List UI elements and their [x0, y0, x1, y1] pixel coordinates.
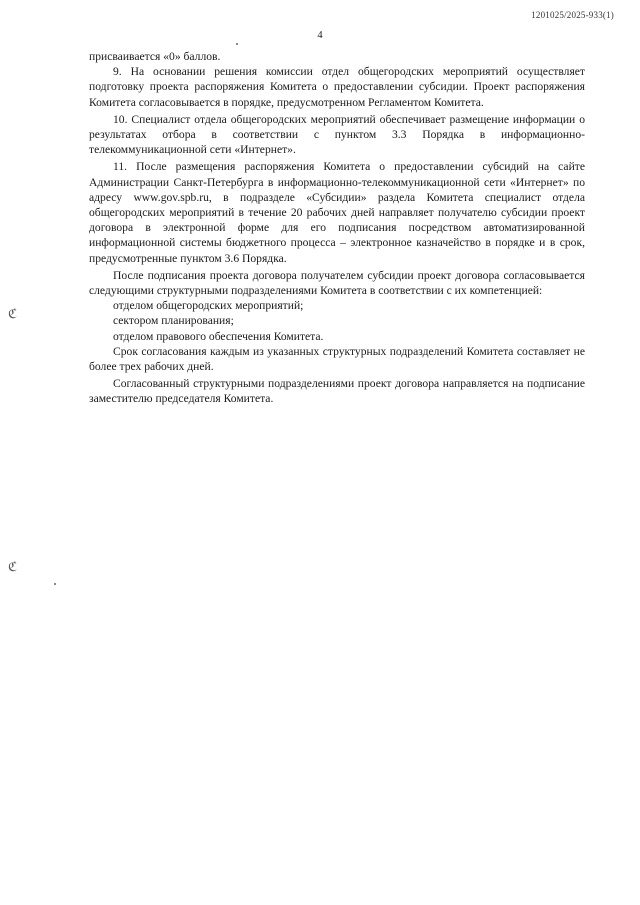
- paragraph-item-9: 9. На основании решения комиссии отдел общегородских мероприятий осуществляет подготовку проекта распоряжения Комитета о предоставлении субсидии. Проект распоряжения Комитета согласовывается в порядке, предусмотренном Регламентом Комитета.: [89, 65, 585, 109]
- department-item: отделом правового обеспечения Комитета.: [113, 329, 324, 343]
- paragraph-approval-intro: После подписания проекта договора получателем субсидии проект договора согласовывается следующими структурными подразделениями Комитета в соответствии с их компетенцией:: [89, 268, 585, 298]
- scan-speck: [54, 583, 56, 585]
- margin-hole-mark: ℭ: [8, 560, 18, 575]
- document-body: [89, 49, 585, 407]
- page-number: 4: [317, 30, 323, 41]
- paragraph-approval-term: Срок согласования каждым из указанных структурных подразделений Комитета составляет не более трех рабочих дней.: [89, 344, 585, 374]
- scan-speck: [236, 43, 238, 45]
- document-id: 1201025/2025-933(1): [531, 10, 614, 20]
- paragraph-item-11: 11. После размещения распоряжения Комитета о предоставлении субсидий на сайте Администрации Санкт-Петербурга в информационно-телекоммуникационной сети «Интернет» по адресу www.gov.spb.ru, в подразделе «Субсидии» раздела Комитета специалист отдела общегородских мероприятий в течение 20 рабочих дней направляет получателю субсидии проект договора в электронной форме для его подписания посредством автоматизированной информационной системы бюджетного процесса – электронное казначейство в порядке и в срок, предусмотренные пунктом 3.6 Порядка.: [89, 160, 585, 265]
- department-list: [89, 298, 585, 344]
- paragraph-item-10: 10. Специалист отдела общегородских мероприятий обеспечивает размещение информации о результатах отбора в соответствии с пунктом 3.3 Порядка в информационно-телекоммуникационной сети «Интернет».: [89, 112, 585, 157]
- department-item: отделом общегородских мероприятий;: [113, 299, 304, 313]
- department-item: сектором планирования;: [113, 314, 234, 328]
- margin-hole-mark: ℭ: [8, 307, 18, 322]
- paragraph-continuation: присваивается «0» баллов.: [89, 50, 221, 63]
- paragraph-signing: Согласованный структурными подразделениями проект договора направляется на подписание заместителю председателя Комитета.: [89, 377, 585, 406]
